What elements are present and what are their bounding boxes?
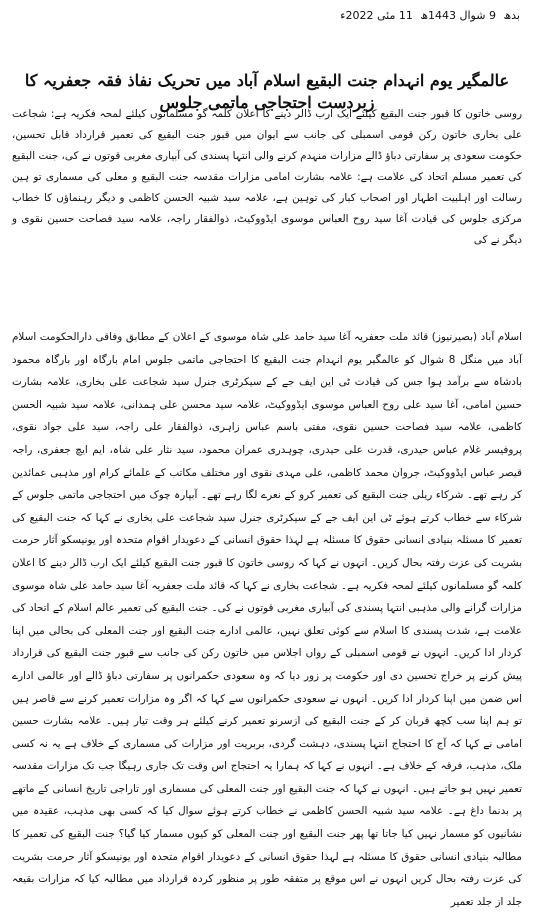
dateline [12, 8, 522, 26]
article-body: اسلام آباد (بصیرنیوز) قائد ملت جعفریہ آغا سید حامد علی شاہ موسوی کے اعلان کے مطابق وفاقی دارالحکومت اسلام آباد میں منگل 8 شوال کو عالمگیر یوم انہدام جنت البقیع کا احتجاجی ماتمی جلوس امام بارگاہ اور بارگاہ محمود بادشاہ سے برآمد ہوا جس کی قیادت ٹی این ایف جے کے سیکرٹری جنرل سید شجاعت علی بخاری، علامہ بشارت حسین امامی، آغا سید علی روح العباس موسوی ایڈووکیٹ، علامہ سید محسن علی ہمدانی، علامہ سید شبیہ الحسن کاظمی، علامہ سید فصاحت حسین نقوی، مفتی باسم عباس زاہری، ذوالفقار علی راجہ، سید علی جواد نقوی، پروفیسر غلام عباس حیدری، قدرت علی حیدری، چوہدری عمران محمود، سید نثار علی شاہ، ایم ایچ جعفری، راجہ قیصر عباس ایڈووکیٹ، جروان محمد کاظمی، علی مہدی نقوی اور مختلف مکاتب کے علمائے کرام اور مذہبی عمائدین کر رہے تھے۔ شرکاء ریلی جنت البقیع کی تعمیر کرو کے نعرے لگا رہے تھے۔ آبپارہ چوک میں احتجاجی ماتمی جلوس کے شرکاء سے خطاب کرتے ہوئے ٹی این ایف جے کے سیکرٹری جنرل سید شجاعت علی بخاری نے کہا کہ جنت البقیع کی تعمیر کا مسئلہ بنیادی انسانی حقوق کا مسئلہ ہے لہذا حقوق انسانی کے دعویدار اقوام متحدہ اور یونیسکو آثار حرمت بشریت کی عزت رفتہ بحال کریں۔ انہوں نے کہا کہ روسی خاتون کا قبور جنت البقیع کیلئے ایک ارب ڈالر دینے کا اعلان کلمہ گو مسلمانوں کیلئے لمحہ فکریہ ہے۔ شجاعت بخاری نے کہا کہ قائد ملت جعفریہ آغا سید حامد علی شاہ موسوی مزارات گرانے والی مذہبی انتہا پسندی کی آبیاری مغربی قوتوں نے کی۔ جنت البقیع کی تعمیر عالم اسلام کے اتحاد کی علامت ہے، شدت پسندی کا اسلام سے کوئی تعلق نہیں، عالمی ادارے جنت البقیع اور جنت المعلی کی بحالی میں اپنا کردار ادا کریں۔ انہوں نے قومی اسمبلی کے رواں اجلاس میں خاتون رکن کی جانب سے قبور جنت البقیع کی قرارداد پیش کرنے پر خراج تحسین دی اور حکومت پر زور دیا کہ وہ سعودی حکمرانوں پر سفارتی دباؤ ڈالے اور عالمی ادارے اس ضمن میں اپنا کردار ادا کریں۔ انہوں نے سعودی حکمرانوں سے کہا کہ اگر وہ مزارات تعمیر کرنے سے قاصر ہیں تو ہم اپنا سب کچھ قربان کر کے جنت البقیع کی ازسرنو تعمیر کرنے کیلئے ہر وقت تیار ہیں۔ علامہ بشارت حسین امامی نے کہا کہ آج کا احتجاج انتہا پسندی، دہشت گردی، بربریت اور مزارات کی مسماری کے خلاف ہے یہ نہ کسی ملک، مذہب، فرقہ کے خلاف ہے۔ انہوں نے کہا کہ ہمارا یہ احتجاج اس وقت تک جاری رہیگا جب تک مزارات مقدسہ تعمیر نہیں ہو جاتے ہیں۔ انہوں نے کہا کہ جنت البقیع اور جنت المعلی کی مسماری اور تاراجی تاریخ انسانی کے ماتھے پر بدنما داغ ہے۔ علامہ سید شبیہ الحسن کاظمی نے خطاب کرتے ہوئے سوال کیا کہ کسی بھی مذہب، عقیدہ میں نشانیوں کو مسمار نہیں کیا جاتا تھا پھر جنت البقیع اور جنت المعلی کو کیوں مسمار کیا گیا؟ جنت البقیع کی تعمیر کا مطالبہ بنیادی انسانی حقوق کا مسئلہ ہے لہذا حقوق انسانی کے دعویدار اقوام متحدہ اور یونیسکو آثار حرمت بشریت کی عزت رفتہ بحال کریں انہوں نے اس موقع پر متفقہ طور پر منظور کردہ قرارداد میں مطالبہ کیا کہ مزارات بقیعہ جلد از جلد تعمیر [12, 331, 522, 908]
gregorian-date: 11 مئی 2022ء [340, 9, 413, 22]
weekday: بدھ [503, 9, 520, 22]
hijri-date: 9 شوال 1443ھ [420, 9, 496, 22]
article-headline: عالمگیر یوم انہدام جنت البقیع اسلام آباد میں تحریک نفاذ فقہ جعفریہ کا زبردست احتجاجی ماتمی جلوس [24, 71, 510, 112]
article-intro: روسی خاتون کا قبور جنت البقیع کیلئے ایک ارب ڈالر دینے کا اعلان کلمہ گو مسلمانوں کیلئے لمحہ فکریہ ہے: شجاعت علی بخاری خاتون رکن قومی اسمبلی کی جانب سے ایوان میں قبور جنت البقیع کی تعمیر قرارداد قابل تحسین، حکومت سعودی پر سفارتی دباؤ ڈالے مزارات منہدم کرنے والی انتہا پسندی کی آبیاری مغربی قوتوں نے کی، جنت البقیع کی تعمیر مسلم اتحاد کی علامت ہے: علامہ بشارت امامی مزارات مقدسہ جنت البقیع و معلی کی مسماری تو ہین رسالت اور اہلبیت اطہار اور اصحاب کبار کی توہین ہے، علامہ سید شبیہ الحسن کاظمی و دیگر رہنماؤں کا خطاب مرکزی جلوس کی قیادت آغا سید روح العباس موسوی ایڈووکیٹ، ذوالفقار راجہ، علامہ سید فصاحت حسین نقوی و دیگر نے کی [12, 108, 522, 246]
